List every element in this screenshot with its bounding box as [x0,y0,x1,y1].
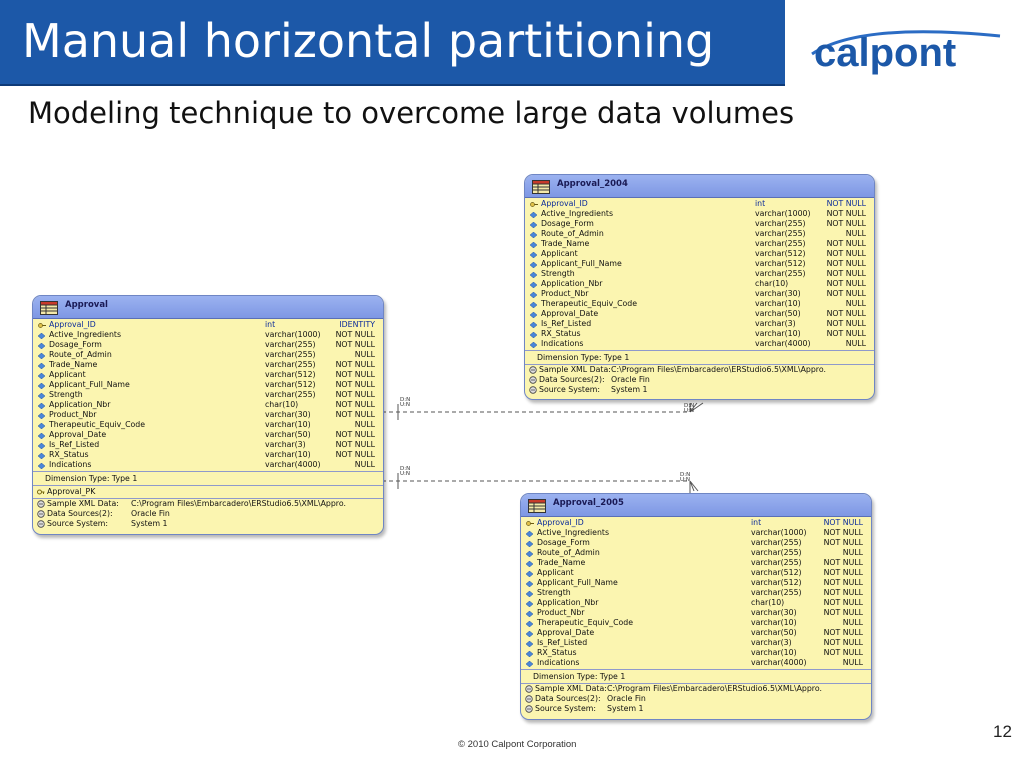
column-row[interactable] [525,638,867,648]
column-type: varchar(30) [755,289,801,298]
column-nullability: NULL [845,299,866,308]
column-nullability: NOT NULL [826,219,866,228]
column-nullability: NULL [354,460,375,469]
column-icon [526,580,533,586]
column-name: Route_of_Admin [49,350,112,359]
attribute-row [33,509,383,519]
column-nullability: NOT NULL [826,309,866,318]
column-type: varchar(1000) [265,330,321,339]
column-nullability: NOT NULL [335,440,375,449]
column-name: Product_Nbr [541,289,589,298]
column-type: varchar(512) [265,380,316,389]
column-type: varchar(255) [755,239,806,248]
column-row[interactable] [37,420,379,430]
column-type: varchar(255) [751,548,802,557]
column-nullability: NOT NULL [826,279,866,288]
column-nullability: NOT NULL [335,370,375,379]
slide-subtitle: Modeling technique to overcome large data volumes [28,96,795,130]
column-icon [38,352,45,358]
column-type: varchar(10) [751,648,797,657]
column-type: varchar(255) [755,229,806,238]
column-name: Dosage_Form [537,538,590,547]
column-type: varchar(512) [751,578,802,587]
attribute-row [521,704,871,714]
column-row[interactable] [37,450,379,460]
column-row[interactable] [525,628,867,638]
dimension-type: Dimension Type: Type 1 [537,353,630,362]
column-type: char(10) [265,400,299,409]
attribute-key: Data Sources(2): [535,694,601,703]
column-row[interactable] [525,548,867,558]
column-icon [38,412,45,418]
column-row[interactable] [37,340,379,350]
column-name: Dosage_Form [49,340,102,349]
column-nullability: NULL [842,658,863,667]
column-name: Indications [537,658,580,667]
column-icon [38,422,45,428]
attribute-value: Oracle Fin [131,509,170,518]
column-name: Approval_Date [541,309,599,318]
column-nullability: NOT NULL [823,578,863,587]
column-name: Approval_ID [49,320,96,329]
column-row[interactable] [529,309,870,319]
column-type: varchar(30) [751,608,797,617]
column-type: char(10) [755,279,789,288]
column-name: Dosage_Form [541,219,594,228]
column-name: Applicant [541,249,578,258]
column-name: Approval_Date [49,430,107,439]
logo-wordmark: calpont [814,31,957,75]
column-row[interactable] [525,518,867,528]
column-nullability: NOT NULL [335,340,375,349]
attribute-row [33,519,383,529]
column-icon [530,331,537,337]
column-row[interactable] [529,199,870,209]
column-name: Strength [537,588,571,597]
column-nullability: NOT NULL [335,430,375,439]
column-icon [38,392,45,398]
column-type: int [751,518,762,527]
column-nullability: NOT NULL [823,558,863,567]
cardinality-label: D:N U:N [680,472,691,483]
column-row[interactable] [525,618,867,628]
column-nullability: NOT NULL [826,319,866,328]
column-icon [530,241,537,247]
column-type: varchar(50) [755,309,801,318]
column-type: varchar(3) [755,319,796,328]
attribute-icon [529,376,537,384]
column-name: Trade_Name [541,239,590,248]
column-nullability: NULL [842,618,863,627]
column-nullability: NULL [845,229,866,238]
column-icon [38,342,45,348]
column-type: varchar(50) [751,628,797,637]
attribute-row [525,365,874,375]
copyright-notice: © 2010 Calpont Corporation [458,739,577,750]
column-icon [530,221,537,227]
attribute-value: C:\Program Files\Embarcadero\ERStudio6.5\XML\Appro. [611,365,826,374]
column-nullability: NOT NULL [335,390,375,399]
column-row[interactable] [37,350,379,360]
attribute-row [521,684,871,694]
column-name: Strength [49,390,83,399]
column-nullability: NULL [845,339,866,348]
column-icon [526,590,533,596]
column-type: varchar(10) [755,299,801,308]
attribute-key: Data Sources(2): [539,375,605,384]
column-icon [526,600,533,606]
title-band [0,0,785,86]
column-nullability: IDENTITY [339,320,375,329]
entity-name: Approval_2004 [557,179,628,189]
attribute-row [521,694,871,704]
column-row[interactable] [525,558,867,568]
column-type: varchar(3) [751,638,792,647]
attribute-value: Oracle Fin [611,375,650,384]
column-row[interactable] [525,588,867,598]
primary-key-index [33,486,383,498]
column-type: varchar(30) [265,410,311,419]
column-name: Is_Ref_Listed [49,440,100,449]
column-nullability: NOT NULL [826,209,866,218]
column-icon [526,610,533,616]
primary-key-icon [526,520,533,526]
column-nullability: NOT NULL [335,360,375,369]
column-nullability: NOT NULL [826,259,866,268]
column-row[interactable] [37,430,379,440]
column-name: Application_Nbr [541,279,603,288]
column-type: varchar(255) [755,269,806,278]
column-type: int [265,320,276,329]
column-row[interactable] [37,320,379,330]
column-icon [526,550,533,556]
column-name: Trade_Name [537,558,586,567]
cardinality-label: D:N U:N [400,466,411,477]
entity-approval-2005[interactable] [520,493,872,720]
column-row[interactable] [37,460,379,470]
column-row[interactable] [529,339,870,349]
column-nullability: NOT NULL [826,289,866,298]
column-name: Approval_ID [537,518,584,527]
slide-number: 12 [993,722,1012,741]
column-name: Approval_ID [541,199,588,208]
column-row[interactable] [525,538,867,548]
column-row[interactable] [529,319,870,329]
slide-title: Manual horizontal partitioning [22,14,715,68]
column-type: varchar(512) [755,249,806,258]
attribute-key: Source System: [47,519,108,528]
column-nullability: NULL [842,548,863,557]
column-name: Therapeutic_Equiv_Code [541,299,638,308]
attribute-value: Oracle Fin [607,694,646,703]
column-icon [530,321,537,327]
column-nullability: NOT NULL [335,410,375,419]
key-icon [37,488,45,496]
column-icon [530,281,537,287]
column-type: varchar(255) [755,219,806,228]
column-icon [38,462,45,468]
column-nullability: NOT NULL [823,588,863,597]
column-type: varchar(1000) [755,209,811,218]
column-icon [38,402,45,408]
attribute-value: C:\Program Files\Embarcadero\ERStudio6.5\XML\Appro. [607,684,822,693]
attribute-key: Source System: [535,704,596,713]
column-row[interactable] [525,528,867,538]
table-icon [532,179,550,193]
column-row[interactable] [529,329,870,339]
column-type: varchar(3) [265,440,306,449]
attribute-icon [525,695,533,703]
column-type: varchar(255) [265,390,316,399]
dimension-type: Dimension Type: Type 1 [45,474,138,483]
column-name: Applicant [49,370,86,379]
attribute-key: Data Sources(2): [47,509,113,518]
column-name: Active_Ingredients [49,330,122,339]
attribute-icon [37,500,45,508]
column-icon [526,620,533,626]
table-icon [40,300,58,314]
attribute-icon [529,386,537,394]
attribute-key: Sample XML Data: [539,365,611,374]
column-icon [38,382,45,388]
column-type: int [755,199,766,208]
attribute-value: C:\Program Files\Embarcadero\ERStudio6.5\XML\Appro. [131,499,346,508]
column-nullability: NOT NULL [826,239,866,248]
column-row[interactable] [529,289,870,299]
column-list [33,319,383,471]
column-row[interactable] [37,440,379,450]
column-name: Is_Ref_Listed [537,638,588,647]
column-type: varchar(4000) [751,658,807,667]
column-name: RX_Status [537,648,577,657]
column-list [521,517,871,669]
column-name: Active_Ingredients [541,209,614,218]
column-type: varchar(4000) [755,339,811,348]
column-nullability: NOT NULL [823,538,863,547]
column-type: varchar(255) [265,360,316,369]
column-type: varchar(10) [265,420,311,429]
column-row[interactable] [37,390,379,400]
column-name: RX_Status [49,450,89,459]
column-row[interactable] [529,279,870,289]
calpont-logo-graphic [800,14,1010,78]
column-icon [38,362,45,368]
column-type: varchar(255) [751,558,802,567]
column-type: varchar(512) [755,259,806,268]
attribute-key: Source System: [539,385,600,394]
column-name: Indications [541,339,584,348]
attribute-key: Sample XML Data: [535,684,607,693]
column-nullability: NULL [354,420,375,429]
attribute-row [525,385,874,395]
relationship-many-marker-2005 [690,481,698,493]
column-name: Therapeutic_Equiv_Code [49,420,146,429]
dimension-type: Dimension Type: Type 1 [533,672,626,681]
column-name: Applicant_Full_Name [541,259,622,268]
column-type: varchar(512) [265,370,316,379]
column-icon [526,540,533,546]
column-icon [530,251,537,257]
column-row[interactable] [529,229,870,239]
column-icon [530,301,537,307]
column-icon [526,560,533,566]
column-icon [38,442,45,448]
column-name: Strength [541,269,575,278]
attribute-value: System 1 [607,704,644,713]
attribute-key: Sample XML Data: [47,499,119,508]
index-name: Approval_PK [47,487,96,496]
column-nullability: NOT NULL [823,648,863,657]
column-type: varchar(255) [751,588,802,597]
column-icon [38,432,45,438]
column-nullability: NOT NULL [826,329,866,338]
column-icon [526,530,533,536]
attribute-icon [525,685,533,693]
column-name: Approval_Date [537,628,595,637]
column-icon [530,271,537,277]
column-type: varchar(10) [751,618,797,627]
column-name: Trade_Name [49,360,98,369]
column-nullability: NOT NULL [823,598,863,607]
column-row[interactable] [37,400,379,410]
attribute-list [33,499,383,529]
entity-header [33,296,383,319]
column-nullability: NULL [354,350,375,359]
column-icon [530,341,537,347]
column-icon [526,660,533,666]
column-list [525,198,874,350]
column-icon [526,630,533,636]
column-icon [38,332,45,338]
column-row[interactable] [529,249,870,259]
calpont-logo [800,14,1010,78]
column-row[interactable] [525,608,867,618]
column-nullability: NOT NULL [826,269,866,278]
attribute-icon [525,705,533,713]
column-nullability: NOT NULL [826,199,866,208]
column-type: varchar(10) [755,329,801,338]
column-nullability: NOT NULL [823,628,863,637]
column-nullability: NOT NULL [335,450,375,459]
column-name: Indications [49,460,92,469]
column-row[interactable] [37,330,379,340]
column-row[interactable] [525,658,867,668]
primary-key-icon [530,201,537,207]
column-row[interactable] [525,568,867,578]
entity-header [521,494,871,517]
column-nullability: NOT NULL [826,249,866,258]
column-row[interactable] [37,360,379,370]
column-type: varchar(50) [265,430,311,439]
column-icon [530,261,537,267]
column-nullability: NOT NULL [823,518,863,527]
attribute-list [525,365,874,395]
column-name: Route_of_Admin [541,229,604,238]
column-name: Product_Nbr [537,608,585,617]
column-nullability: NOT NULL [823,608,863,617]
column-nullability: NOT NULL [823,568,863,577]
primary-key-icon [38,322,45,328]
column-row[interactable] [37,410,379,420]
column-row[interactable] [529,219,870,229]
column-type: varchar(1000) [751,528,807,537]
column-type: varchar(255) [751,538,802,547]
column-nullability: NOT NULL [335,380,375,389]
attribute-icon [37,520,45,528]
column-row[interactable] [529,269,870,279]
attribute-value: System 1 [611,385,648,394]
column-name: Application_Nbr [537,598,599,607]
column-row[interactable] [529,209,870,219]
column-row[interactable] [529,239,870,249]
attribute-row [525,375,874,385]
column-type: varchar(4000) [265,460,321,469]
column-row[interactable] [525,598,867,608]
entity-approval-2004[interactable] [524,174,875,400]
column-type: varchar(255) [265,340,316,349]
column-name: Therapeutic_Equiv_Code [537,618,634,627]
column-icon [530,211,537,217]
attribute-icon [37,510,45,518]
column-name: Application_Nbr [49,400,111,409]
column-name: Is_Ref_Listed [541,319,592,328]
column-name: Applicant_Full_Name [49,380,130,389]
column-icon [526,640,533,646]
column-name: Product_Nbr [49,410,97,419]
column-type: varchar(10) [265,450,311,459]
column-icon [530,311,537,317]
entity-name: Approval [65,300,108,310]
cardinality-label: D:N U:N [684,403,695,414]
entity-name: Approval_2005 [553,498,624,508]
column-icon [530,231,537,237]
column-row[interactable] [525,578,867,588]
column-nullability: NOT NULL [335,330,375,339]
column-type: varchar(255) [265,350,316,359]
column-name: Active_Ingredients [537,528,610,537]
column-icon [526,650,533,656]
column-name: Route_of_Admin [537,548,600,557]
column-nullability: NOT NULL [823,528,863,537]
column-row[interactable] [37,370,379,380]
column-icon [38,452,45,458]
attribute-icon [529,366,537,374]
column-icon [38,372,45,378]
column-name: Applicant_Full_Name [537,578,618,587]
column-icon [526,570,533,576]
column-type: varchar(512) [751,568,802,577]
entity-header [525,175,874,198]
column-row[interactable] [529,299,870,309]
column-name: RX_Status [541,329,581,338]
column-name: Applicant [537,568,574,577]
attribute-row [33,499,383,509]
column-type: char(10) [751,598,785,607]
column-row[interactable] [525,648,867,658]
column-icon [530,291,537,297]
attribute-list [521,684,871,714]
column-nullability: NOT NULL [823,638,863,647]
cardinality-label: D:N U:N [400,397,411,408]
slide-header [0,0,1024,84]
table-icon [528,498,546,512]
column-row[interactable] [37,380,379,390]
column-row[interactable] [529,259,870,269]
attribute-value: System 1 [131,519,168,528]
entity-approval[interactable] [32,295,384,535]
column-nullability: NOT NULL [335,400,375,409]
